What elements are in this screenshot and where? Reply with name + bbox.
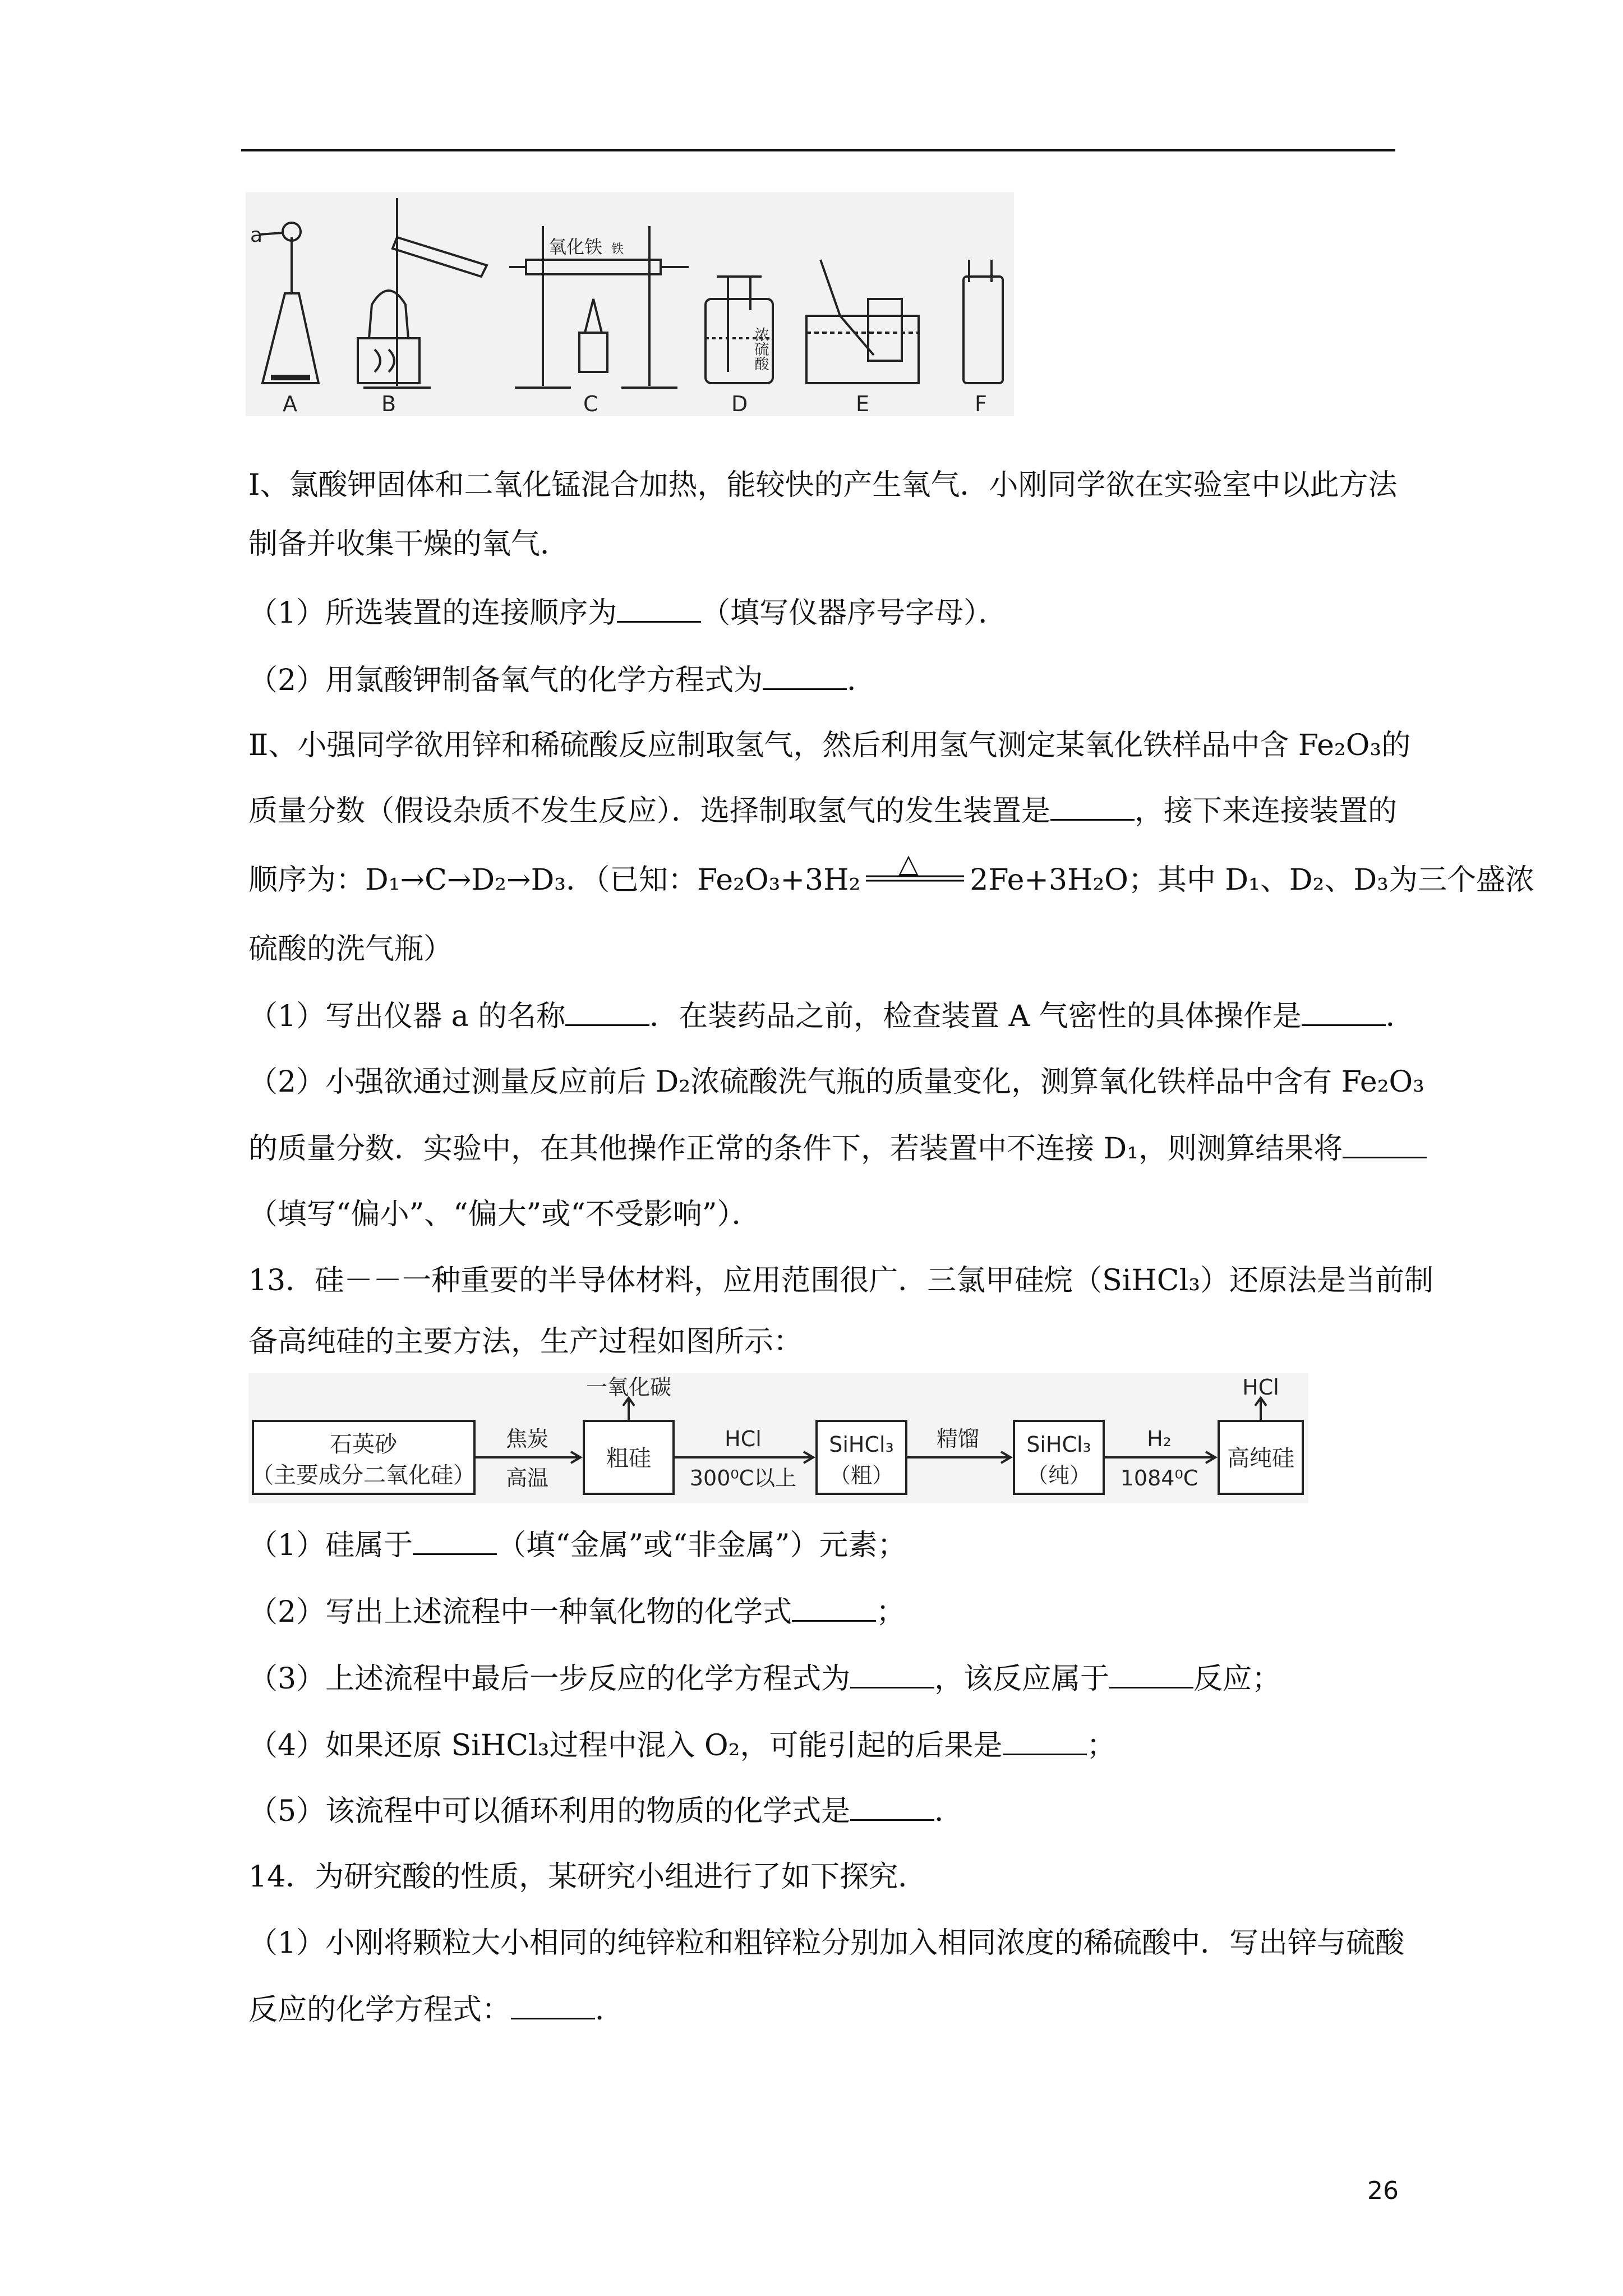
flow-box4-line2: （纯） [1026,1463,1091,1488]
flow-byproduct1: 一氧化碳 [585,1375,672,1400]
apparatus-figure [246,192,1014,416]
flow-byproduct2: HCl [1242,1375,1279,1400]
label-d-acid: 浓硫酸 [752,327,769,371]
answer-blank[interactable] [1109,1662,1193,1688]
s2-line3: 顺序为：D₁→C→D₂→D₃．（已知：Fe₂O₃+3H₂ △ 2Fe+3H₂O；其中 D₁、D₂、D₃为三个盛浓 [248,861,1534,902]
s2-line2: 质量分数（假设杂质不发生反应）．选择制取氢气的发生装置是 ，接下来连接装置的 [248,794,1398,828]
answer-blank[interactable] [617,596,701,623]
flow-arrow4-top: H₂ [1147,1427,1172,1451]
s2-q2-line2: 的质量分数．实验中，在其他操作正常的条件下，若装置中不连接 D₁，则测算结果将 [248,1129,1427,1168]
flow-box3-line1: SiHCl₃ [829,1432,894,1457]
answer-blank[interactable] [511,1993,595,2019]
label-a-funnel: a [250,224,263,247]
flow-arrow2-top: HCl [725,1427,762,1451]
q14-sub1-line2: 反应的化学方程式： ． [248,1993,625,2027]
flow-box3-line2: （粗） [829,1463,894,1488]
s1-q1: （1）所选装置的连接顺序为 （填写仪器序号字母）． [248,596,1008,630]
label-c: C [583,392,598,416]
answer-blank[interactable] [413,1529,497,1555]
answer-blank[interactable] [1050,794,1135,821]
q13-sub3: （3）上述流程中最后一步反应的化学方程式为 ，该反应属于 反应； [248,1662,1281,1696]
label-b: B [381,392,396,416]
label-e: E [856,392,870,416]
flow-box1-line1: 石英砂 [330,1432,397,1457]
s2-line4: 硫酸的洗气瓶） [248,932,453,966]
label-d: D [731,392,748,416]
flow-box2: 粗硅 [606,1446,651,1471]
label-c-tube: 氧化铁 [548,236,603,257]
s2-q2-line3: （填写“偏小”、“偏大”或“不受影响”）． [248,1198,761,1231]
s2-line1: Ⅱ、小强同学欲用锌和稀硫酸反应制取氢气，然后利用氢气测定某氧化铁样品中含 Fe₂O₃的 [248,729,1411,762]
heat-triangle: △ [898,848,919,878]
answer-blank[interactable] [1343,1132,1427,1158]
q13-sub4: （4）如果还原 SiHCl₃过程中混入 O₂，可能引起的后果是 ； [248,1729,1116,1763]
s2-q2-line1: （2）小强欲通过测量反应前后 D₂浓硫酸洗气瓶的质量变化，测算氧化铁样品中含有 Fe₂O₃ [248,1065,1425,1099]
q14-sub1-line1: （1）小刚将颗粒大小相同的纯锌粒和粗锌粒分别加入相同浓度的稀硫酸中．写出锌与硫酸 [248,1926,1405,1960]
s1-line1: Ⅰ、氯酸钾固体和二氧化锰混合加热，能较快的产生氧气．小刚同学欲在实验室中以此方法 [248,468,1398,502]
flow-arrow1-bottom: 高温 [505,1466,549,1490]
s2-q1: （1）写出仪器 a 的名称 ．在装药品之前，检查装置 A 气密性的具体操作是 ． [248,1000,1415,1033]
q13-line2: 备高纯硅的主要方法，生产过程如图所示： [248,1325,803,1359]
label-f: F [975,392,987,416]
answer-blank[interactable] [1302,1000,1386,1026]
answer-blank[interactable] [1003,1729,1087,1755]
answer-blank[interactable] [850,1795,934,1821]
q13-sub1: （1）硅属于 （填“金属”或“非金属”）元素； [248,1529,907,1562]
s1-q2: （2）用氯酸钾制备氧气的化学方程式为 ． [248,664,877,697]
flow-arrow4-bottom: 1084⁰C [1120,1466,1198,1490]
flow-arrow1-top: 焦炭 [505,1427,549,1451]
s1-line2: 制备并收集干燥的氧气． [248,527,570,561]
label-a: A [283,392,297,416]
flow-box1-line2: （主要成分二氧化硅） [251,1462,476,1488]
answer-blank[interactable] [565,1000,649,1026]
answer-blank[interactable] [792,1595,876,1622]
answer-blank[interactable] [850,1662,934,1688]
answer-blank[interactable] [763,664,847,690]
q13-line1: 13．硅－－一种重要的半导体材料，应用范围很广．三氯甲硅烷（SiHCl₃）还原法是当前制 [248,1264,1434,1297]
flow-box5: 高纯硅 [1227,1446,1294,1471]
q14-line1: 14．为研究酸的性质，某研究小组进行了如下探究． [248,1860,928,1894]
label-c-tube2: 铁 [611,242,624,256]
flow-box4-line1: SiHCl₃ [1026,1432,1091,1457]
silicon-process-flow [248,1373,1308,1503]
flow-arrow3-top: 精馏 [936,1427,980,1451]
flow-arrow2-bottom: 300⁰C以上 [689,1466,797,1490]
header-rule [241,149,1395,151]
reaction-condition [860,848,970,902]
q13-sub2: （2）写出上述流程中一种氧化物的化学式 ； [248,1595,906,1629]
page-number: 26 [1367,2177,1399,2205]
q13-sub5: （5）该流程中可以循环利用的物质的化学式是 ． [248,1795,964,1828]
